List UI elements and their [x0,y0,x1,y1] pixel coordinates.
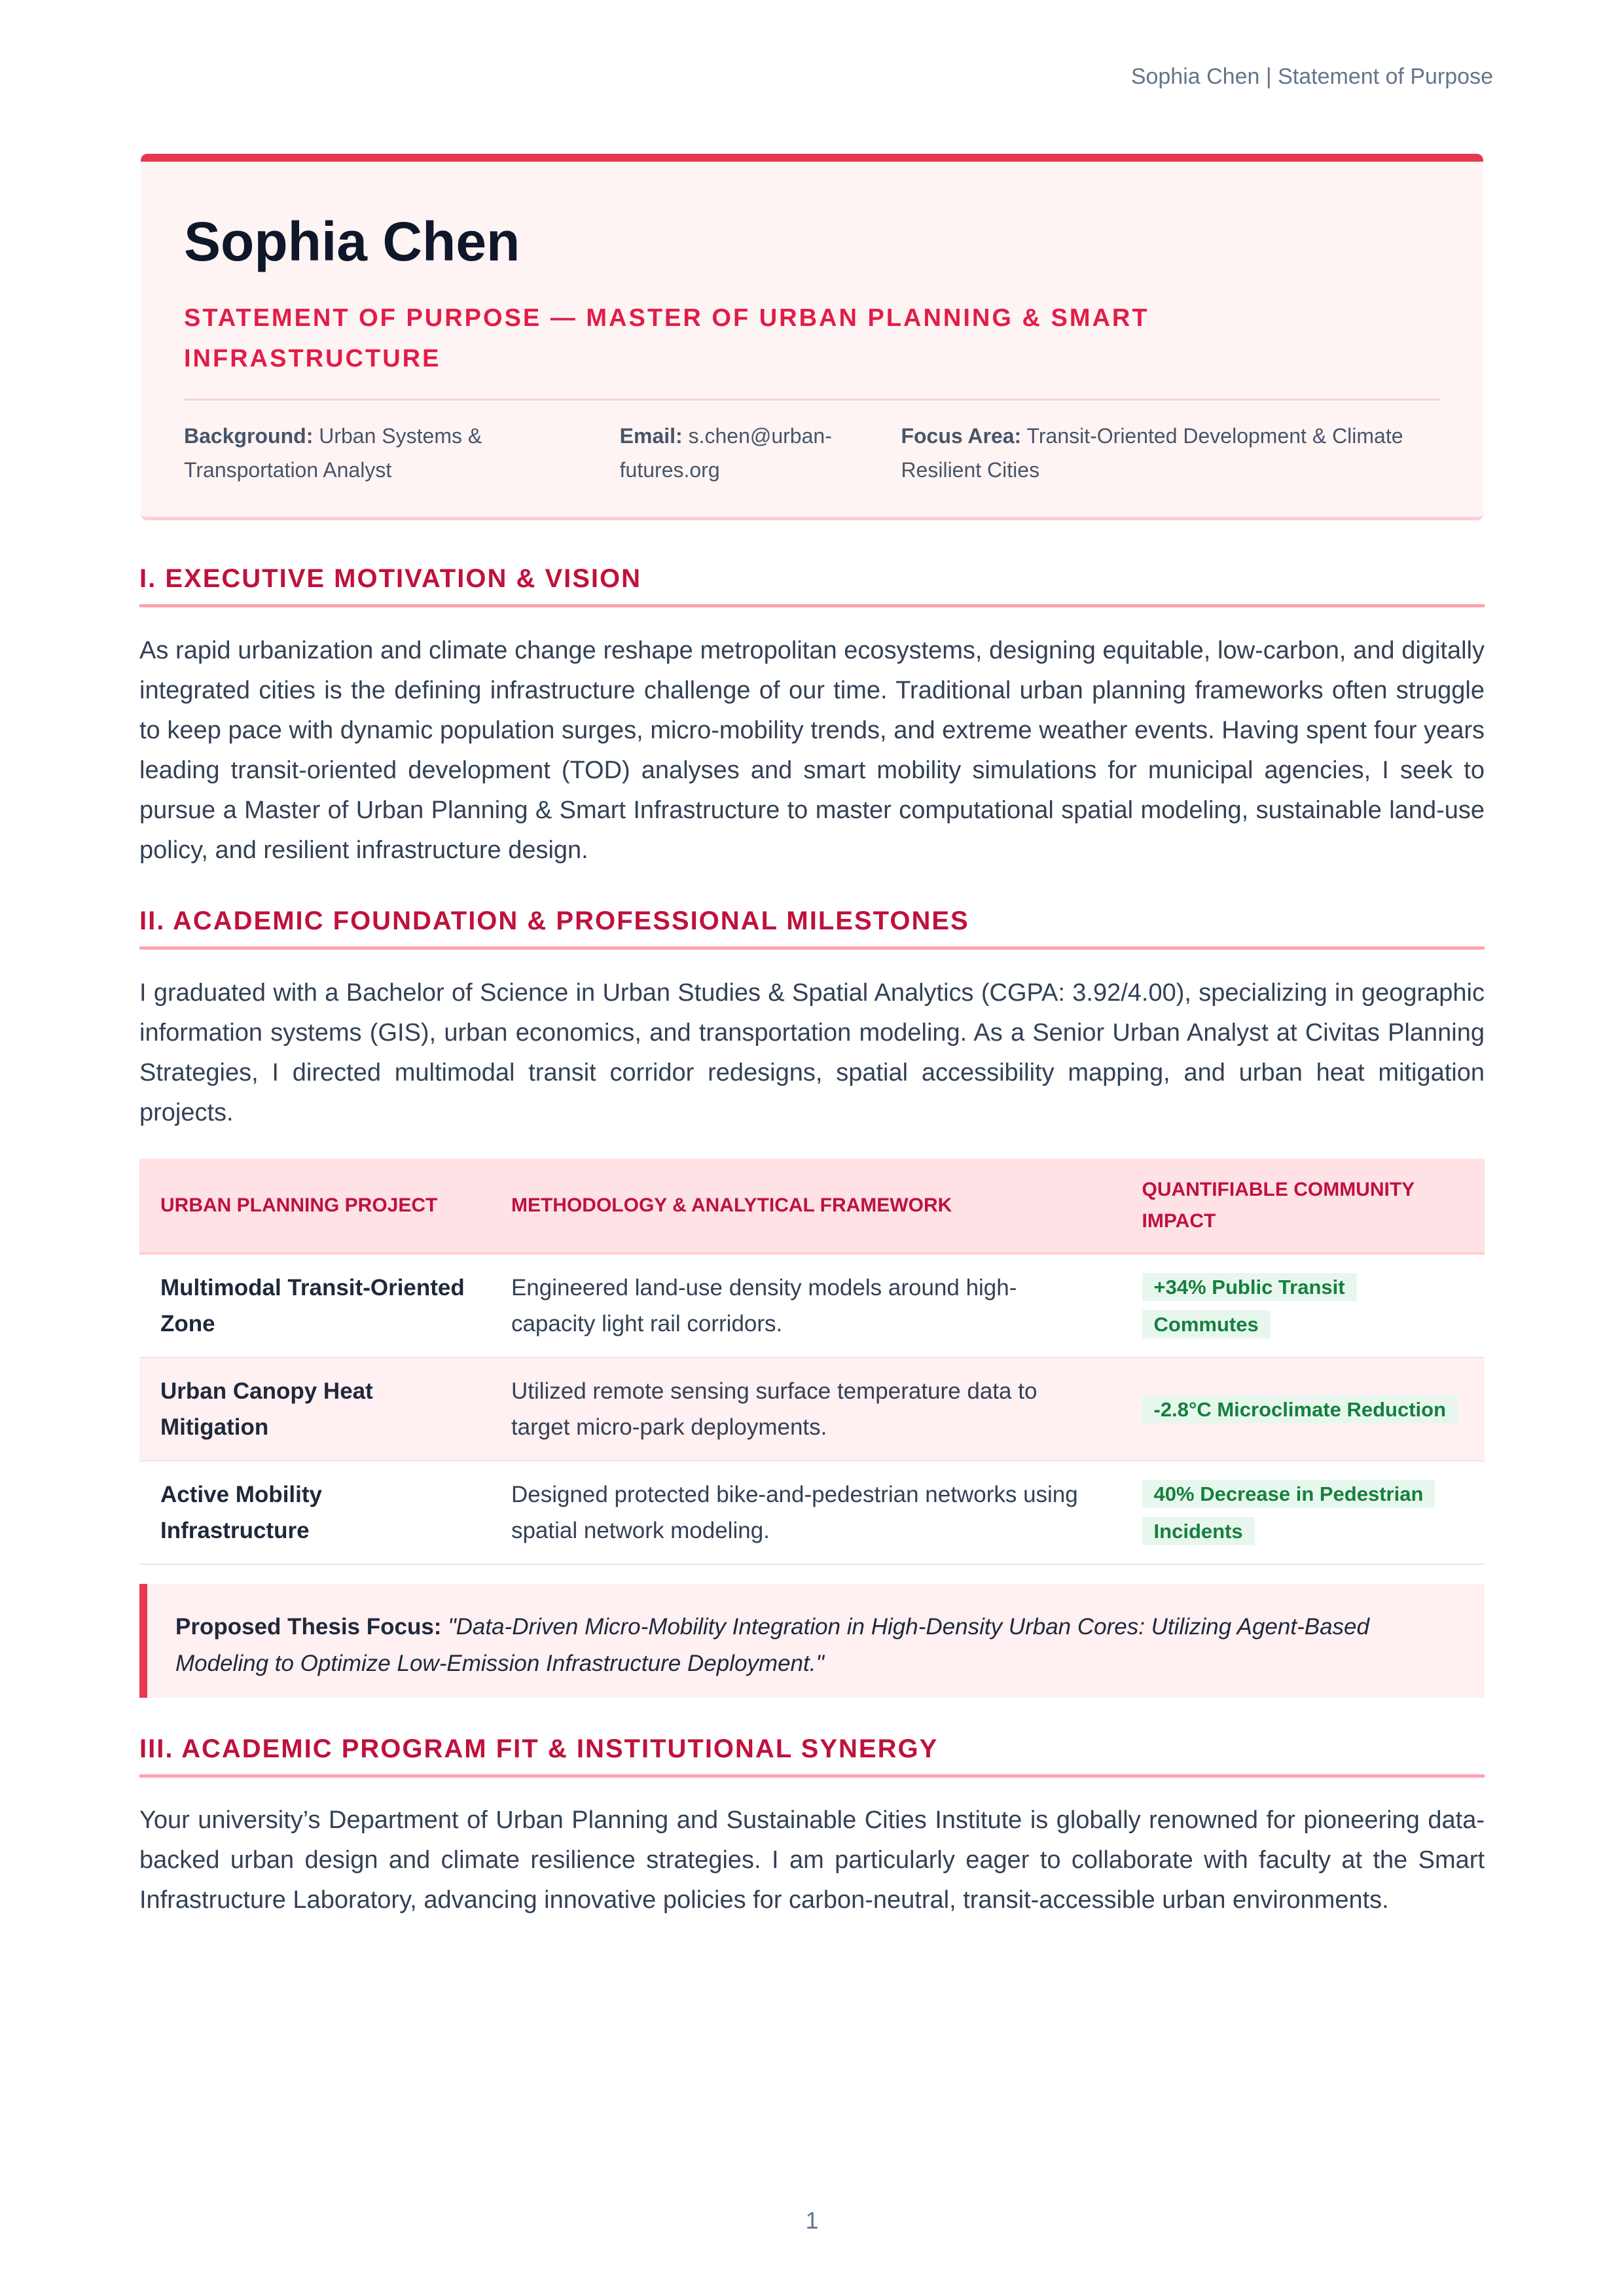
header-divider [184,399,1441,401]
impact-badge: +34% Public Transit Commutes [1142,1273,1357,1338]
impact-badge: -2.8°C Microclimate Reduction [1142,1395,1458,1424]
project-method: Utilized remote sensing surface temperature data to target micro-park deployments. [490,1357,1121,1461]
table-header-method: METHODOLOGY & ANALYTICAL FRAMEWORK [490,1158,1121,1253]
table-row [139,1357,1485,1461]
project-impact-cell [1121,1253,1485,1357]
focus-area-info [901,419,1440,487]
section-title-program-fit: III. ACADEMIC PROGRAM FIT & INSTITUTIONAL SYNERGY [139,1734,1485,1778]
table-header-row [139,1158,1485,1253]
project-impact-cell [1121,1461,1485,1564]
document-subtitle: STATEMENT OF PURPOSE — MASTER OF URBAN PLANNING & SMART INFRASTRUCTURE [184,304,1149,372]
email-value[interactable]: s.chen@urban-futures.org [619,424,832,482]
focus-label: Focus Area: [901,424,1022,448]
section-body-program-fit: Your university’s Department of Urban Planning and Sustainable Cities Institute is globally renowned for pioneering data-backed urban design and climate resilience strategies. I am particularly eager to collaborate with faculty at the Smart Infrastructure Laboratory, advancing innovative policies for carbon-neutral, transit-accessible urban environments. [139,1806,1485,1914]
projects-table [139,1158,1485,1565]
thesis-callout [139,1584,1485,1698]
section-title-academic: II. ACADEMIC FOUNDATION & PROFESSIONAL MILESTONES [139,906,1485,950]
thesis-text: "Data-Driven Micro-Mobility Integration in High-Density Urban Cores: Utilizing Agent-Based Modeling to Optimize Low-Emission Infrastructure Deployment." [175,1614,1369,1676]
impact-badge: 40% Decrease in Pedestrian Incidents [1142,1480,1435,1545]
background-info [184,419,620,487]
project-name: Active Mobility Infrastructure [139,1461,490,1564]
applicant-meta [184,419,1440,487]
table-row [139,1253,1485,1357]
section-body-motivation: As rapid urbanization and climate change reshape metropolitan ecosystems, designing equitable, low-carbon, and digitally integrated cities is the defining infrastructure challenge of our time. Traditional urban planning frameworks often struggle to keep pace with dynamic population surges, micro-mobility trends, and extreme weather events. Having spent four years leading transit-oriented development (TOD) analyses and smart mobility simulations for municipal agencies, I seek to pursue a Master of Urban Planning & Smart Infrastructure to master computational spatial modeling, sustainable land-use policy, and resilient infrastructure design. [139,637,1485,864]
table-header-impact: QUANTIFIABLE COMMUNITY IMPACT [1121,1158,1485,1253]
section-title-motivation: I. EXECUTIVE MOTIVATION & VISION [139,564,1485,607]
project-impact-cell [1121,1357,1485,1461]
thesis-label: Proposed Thesis Focus: [175,1614,442,1640]
table-header-project: URBAN PLANNING PROJECT [139,1158,490,1253]
running-header: Sophia Chen | Statement of Purpose [1130,64,1493,89]
focus-value: Transit-Oriented Development & Climate Resilient Cities [901,424,1403,482]
project-method: Engineered land-use density models around high-capacity light rail corridors. [490,1253,1121,1357]
project-method: Designed protected bike-and-pedestrian networks using spatial network modeling. [490,1461,1121,1564]
page-number: 1 [805,2207,819,2234]
section-body-academic: I graduated with a Bachelor of Science in Urban Studies & Spatial Analytics (CGPA: 3.92/4.00), specializing in geographic information systems (GIS), urban economics, and transportation modeling. As a Senior Urban Analyst at Civitas Planning Strategies, I directed multimodal transit corridor redesigns, spatial accessibility mapping, and urban heat mitigation projects. [139,979,1485,1126]
email-info [620,419,901,487]
background-label: Background: [184,424,314,448]
project-name: Multimodal Transit-Oriented Zone [139,1253,490,1357]
table-row [139,1461,1485,1564]
project-name: Urban Canopy Heat Mitigation [139,1357,490,1461]
applicant-name: Sophia Chen [184,211,520,272]
background-value: Urban Systems & Transportation Analyst [184,424,482,482]
email-label: Email: [619,424,683,448]
header-card [141,154,1483,520]
